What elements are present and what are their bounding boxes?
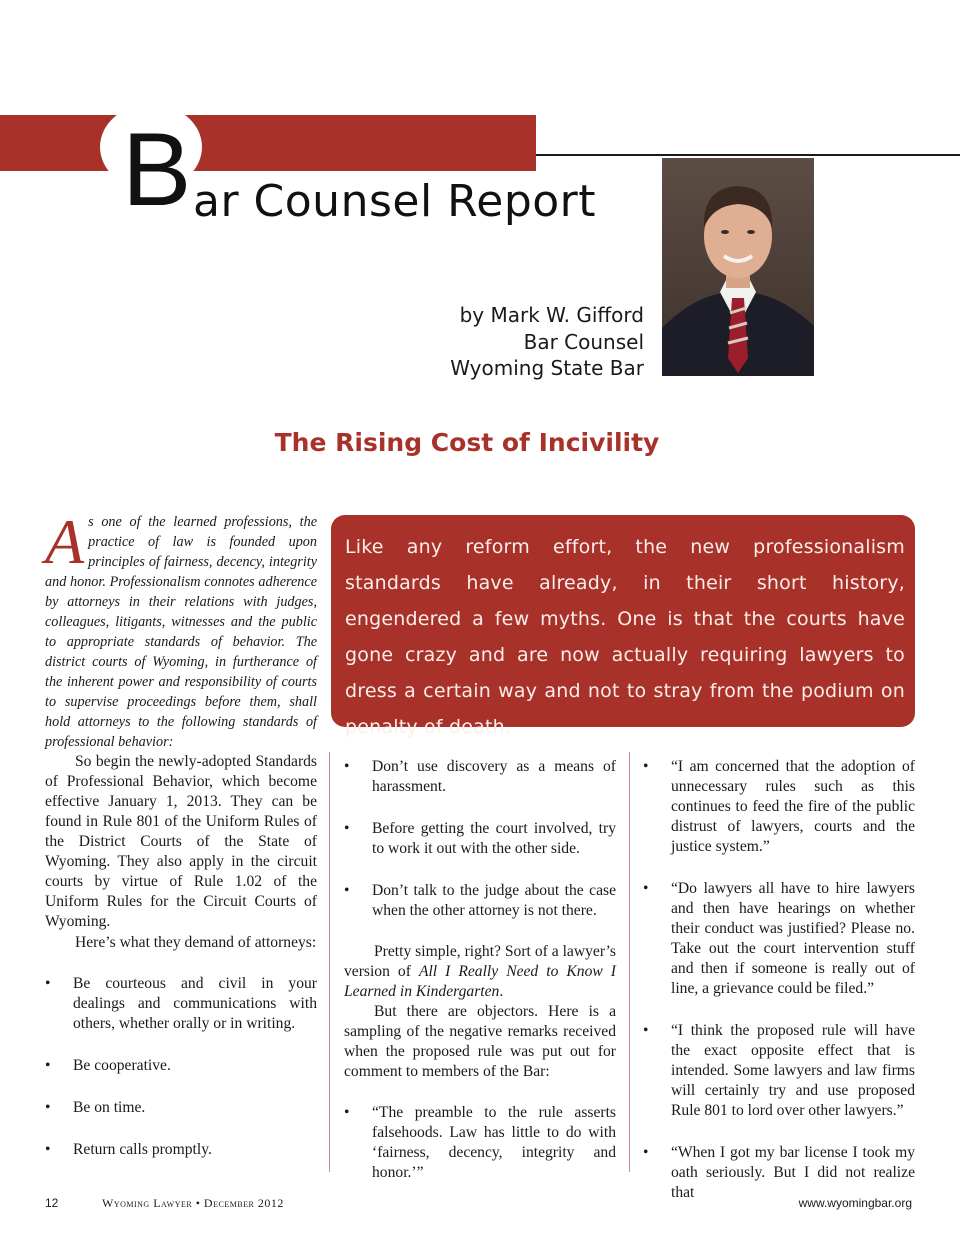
byline-org: Wyoming State Bar bbox=[450, 356, 644, 380]
list-item: • Be on time. bbox=[45, 1098, 317, 1118]
list-item: • “The preamble to the rule asserts falsehoods. Law has little to do with ‘fairness, decency, integrity and honor.’” bbox=[344, 1103, 616, 1183]
middle-body bbox=[344, 942, 616, 1082]
publication-info: Wyoming Lawyer • December 2012 bbox=[102, 1196, 284, 1210]
drop-cap: A bbox=[45, 506, 85, 577]
page-number: 12 bbox=[45, 1196, 59, 1210]
list-item: • Return calls promptly. bbox=[45, 1140, 317, 1160]
left-body-paragraph bbox=[45, 752, 317, 932]
byline bbox=[380, 302, 644, 382]
article-subtitle-text: The Rising Cost of Incivility bbox=[274, 428, 660, 457]
list-item: • “When I got my bar license I took my oath seriously. But I did not realize that bbox=[643, 1143, 915, 1203]
demand-heading: Here’s what they demand of attorneys: bbox=[75, 934, 317, 951]
byline-role: Bar Counsel bbox=[523, 329, 644, 354]
middle-paragraph-1-start: Pretty simple, right? Sort of a lawyer’s version of bbox=[344, 943, 616, 980]
list-item: • Don’t use discovery as a means of harassment. bbox=[344, 757, 616, 797]
author-photo bbox=[662, 158, 814, 376]
page-title: ar Counsel Report bbox=[193, 176, 597, 227]
list-item: • “Do lawyers all have to hire lawyers and then have hearings on whether their conduct was justified? Please no. Take out the court intervention stuff and then if someone is really out of line, a grievance could be filed.” bbox=[643, 879, 915, 999]
pull-quote-text: Like any reform effort, the new professionalism standards have already, in their short history, engendered a few myths. One is that the courts have gone crazy and are now actually requiring lawyers to dress a certain way and not to stray from the podium on penalty of death. bbox=[345, 536, 905, 738]
list-item: • Don’t talk to the judge about the case when the other attorney is not there. bbox=[344, 881, 616, 921]
column-divider-left bbox=[329, 752, 330, 1172]
list-item: • Before getting the court involved, try to work it out with the other side. bbox=[344, 819, 616, 859]
middle-paragraph-2: But there are objectors. Here is a sampling of the negative remarks received when the proposed rule was put out for comment to members of the Bar: bbox=[344, 1003, 616, 1080]
right-bullet-list bbox=[643, 757, 915, 1203]
header-band bbox=[0, 115, 536, 171]
intro-paragraph bbox=[45, 506, 317, 752]
byline-author: by Mark W. Gifford bbox=[459, 303, 644, 327]
middle-paragraph-1-end: . bbox=[499, 983, 504, 1000]
article-subtitle bbox=[0, 428, 960, 457]
middle-paragraph-1 bbox=[344, 942, 616, 1002]
list-item: • Be courteous and civil in your dealings and communications with others, whether orally or in writing. bbox=[45, 974, 317, 1034]
intro-text: s one of the learned professions, the practice of law is founded upon principles of fairness, decency, integrity and honor. Professionalism connotes adherence by attorneys in their relations with judges, colleagues, litigants, witnesses and the public to appropriate standards of behavior. The district courts of Wyoming, in furtherance of the inherent power and responsibility of courts to supervise proceedings before them, shall hold attorneys to the following standards of professional behavior: bbox=[45, 514, 317, 750]
column-divider-right bbox=[629, 752, 630, 1172]
book-title: All I Really Need to Know I Learned in Kindergarten bbox=[344, 963, 616, 1000]
left-bullet-list bbox=[45, 974, 317, 1160]
website-link[interactable]: www.wyomingbar.org bbox=[798, 1196, 912, 1210]
middle-quote-list bbox=[344, 1103, 616, 1183]
list-item: • Be cooperative. bbox=[45, 1056, 317, 1076]
author-portrait-image bbox=[662, 158, 814, 376]
left-body-text: So begin the newly-adopted Standards of Professional Behavior, which become effective January 1, 2013. They can be found in Rule 801 of the Uniform Rules of the District Courts of the State of Wyoming. They also apply in the circuit courts by virtue of Rule 1.02 of the Uniform Rules for the Circuit Courts of Wyoming. bbox=[45, 753, 317, 930]
header-rule bbox=[536, 154, 960, 156]
middle-bullet-list bbox=[344, 757, 616, 921]
list-item: • “I think the proposed rule will have the exact opposite effect that is intended. Some lawyers and law firms will certainly try and use proposed Rule 801 to lord over other lawyers.” bbox=[643, 1021, 915, 1121]
title-initial: B bbox=[122, 112, 192, 228]
list-item: • “I am concerned that the adoption of unnecessary rules such as this continues to feed the fire of the public distrust of lawyers, courts and the justice system.” bbox=[643, 757, 915, 857]
